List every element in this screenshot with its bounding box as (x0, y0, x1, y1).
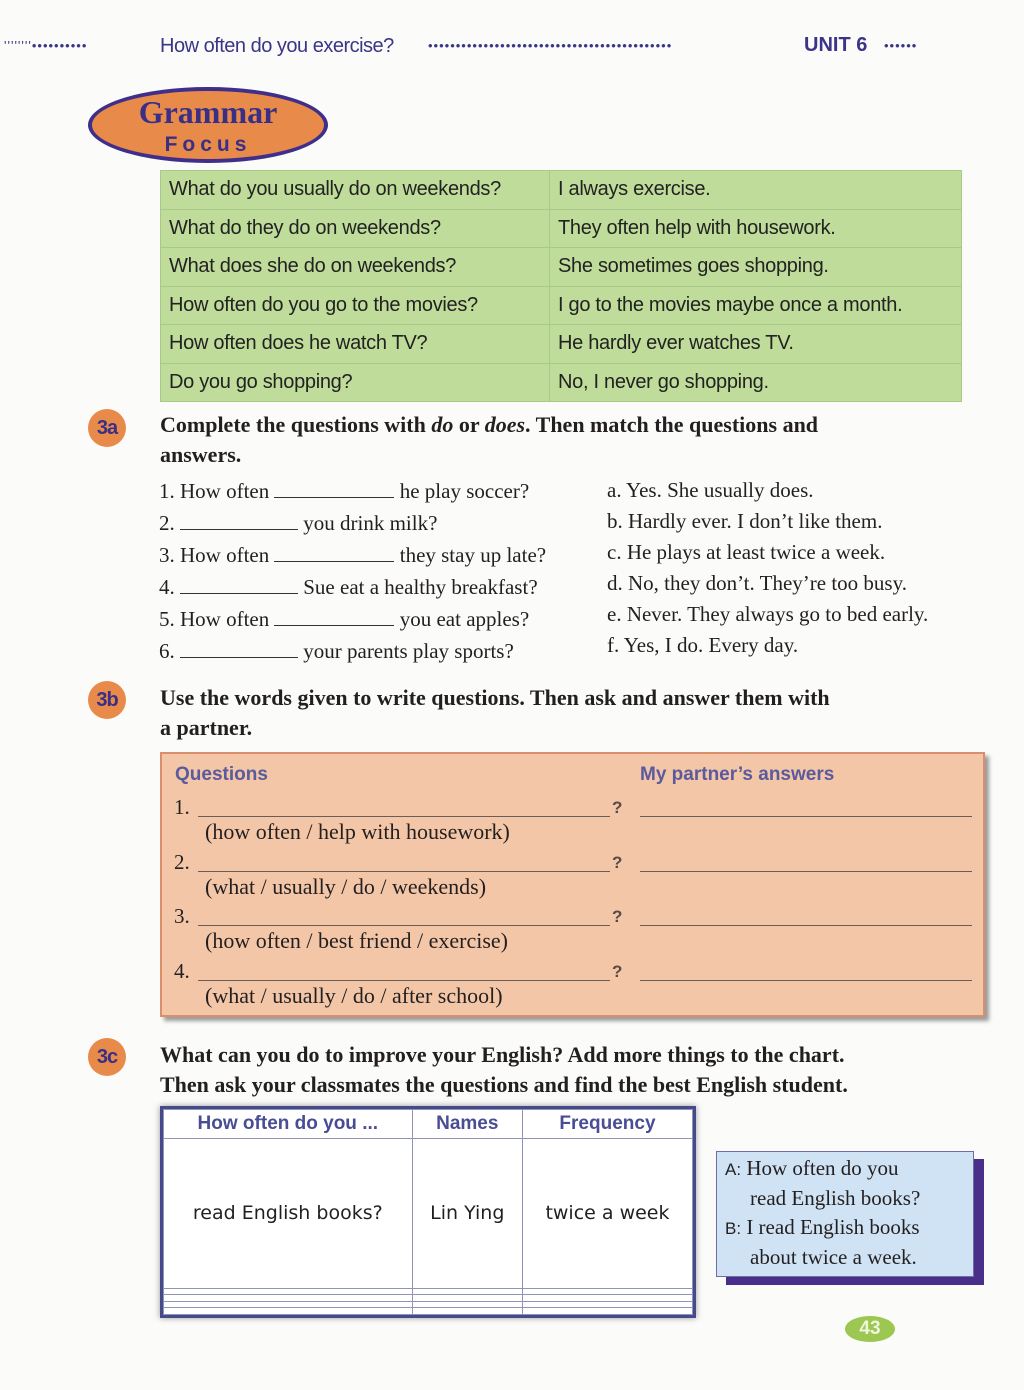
question-number: 3. (159, 543, 175, 567)
answer-blank[interactable] (274, 475, 394, 498)
instr-text: . Then match the questions and (525, 412, 819, 437)
instr-text: a partner. (160, 715, 253, 740)
partner-answer-line[interactable] (640, 980, 972, 981)
grammar-row (161, 209, 962, 248)
question-mark: ? (612, 961, 623, 981)
question-suffix: you drink milk? (303, 511, 438, 535)
example-dialog (716, 1151, 974, 1277)
grammar-label: Grammar (138, 94, 278, 130)
item-number: 2. (174, 849, 190, 874)
question-item (159, 603, 599, 635)
exercise-badge-3a: 3a (88, 409, 126, 447)
question-number: 6. (159, 639, 175, 663)
grammar-answer: They often help with housework. (550, 209, 962, 248)
instructions-3b (160, 683, 830, 743)
question-worksheet (160, 752, 985, 1017)
question-suffix: Sue eat a healthy breakfast? (303, 575, 538, 599)
answer-blank[interactable] (180, 571, 298, 594)
word-hint: (what / usually / do / after school) (205, 982, 503, 1008)
dialog-line: I read English books (746, 1215, 920, 1239)
grammar-table (160, 170, 962, 402)
grammar-answer: I go to the movies maybe once a month. (550, 286, 962, 325)
answer-blank[interactable] (274, 603, 394, 626)
word-hint: (how often / help with housework) (205, 819, 510, 844)
question-number: 2. (159, 511, 175, 535)
grammar-question: What does she do on weekends? (161, 248, 550, 287)
instructions-3c (160, 1040, 848, 1100)
question-number: 1. (159, 479, 175, 503)
instr-does: does (484, 412, 526, 437)
dialog-line: How often do you (746, 1156, 899, 1180)
questions-3a (159, 475, 599, 667)
focus-label: Focus (164, 133, 252, 156)
partner-answer-line[interactable] (640, 816, 972, 817)
grammar-question: What do they do on weekends? (161, 209, 550, 248)
survey-chart (160, 1106, 696, 1318)
dialog-line: read English books? (750, 1186, 921, 1210)
grammar-row (161, 363, 962, 402)
chart-cell: twice a week (522, 1139, 692, 1289)
grammar-answer: She sometimes goes shopping. (550, 248, 962, 287)
partner-answers-header: My partner’s answers (640, 764, 835, 785)
chart-header: Names (412, 1110, 522, 1139)
word-hint: (what / usually / do / weekends) (205, 873, 487, 899)
grammar-question: How often does he watch TV? (161, 325, 550, 364)
speaker-b: B: (725, 1219, 742, 1238)
grammar-answer: He hardly ever watches TV. (550, 325, 962, 364)
partner-answer-line[interactable] (640, 925, 972, 926)
grammar-focus-badge (88, 87, 328, 163)
answer-option: d. No, they don’t. They’re too busy. (607, 571, 907, 595)
question-item (159, 475, 599, 507)
chart-header: How often do you ... (164, 1110, 413, 1139)
answer-option: c. He plays at least twice a week. (607, 540, 886, 564)
item-number: 3. (174, 904, 190, 928)
chart-header: Frequency (522, 1110, 692, 1139)
exercise-badge-3b: 3b (88, 681, 126, 719)
grammar-question: How often do you go to the movies? (161, 286, 550, 325)
answer-option: e. Never. They always go to bed early. (607, 602, 929, 626)
grammar-question: Do you go shopping? (161, 363, 550, 402)
instr-text: or (453, 412, 485, 437)
question-suffix: you eat apples? (399, 607, 530, 631)
answer-option: f. Yes, I do. Every day. (607, 633, 799, 657)
question-item (159, 571, 599, 603)
dialog-line: about twice a week. (750, 1245, 917, 1269)
answers-3a (607, 475, 997, 661)
question-suffix: he play soccer? (399, 479, 530, 503)
question-item (159, 539, 599, 571)
question-item (159, 507, 599, 539)
instr-text: Complete the questions with (160, 412, 432, 437)
item-number: 1. (174, 795, 190, 819)
grammar-answer: No, I never go shopping. (550, 363, 962, 402)
grammar-row (161, 248, 962, 287)
dotted-leader: •••••••••••••••••••••••••••••••••••••••••••• (428, 38, 673, 53)
instr-text: answers. (160, 442, 242, 467)
speaker-a: A: (725, 1160, 742, 1179)
chart-cell[interactable] (522, 1308, 692, 1315)
page-header (0, 30, 1024, 64)
exercise-badge-3c: 3c (88, 1038, 126, 1076)
question-item (159, 635, 599, 667)
question-prefix: How often (180, 607, 270, 631)
chart-row (164, 1308, 693, 1315)
question-prefix: How often (180, 543, 270, 567)
instr-text: Then ask your classmates the questions and find the best English student. (160, 1072, 848, 1097)
question-number: 4. (159, 575, 175, 599)
questions-header: Questions (175, 764, 268, 785)
question-mark: ? (612, 907, 623, 926)
item-number: 4. (174, 958, 190, 983)
chart-cell[interactable] (164, 1308, 413, 1315)
answer-blank[interactable] (180, 507, 298, 530)
question-number: 5. (159, 607, 175, 631)
dotted-leader: ''''''''•••••••••• (4, 38, 88, 53)
page-number: 43 (845, 1316, 895, 1342)
grammar-question: What do you usually do on weekends? (161, 171, 550, 210)
answer-option: a. Yes. She usually does. (607, 478, 814, 502)
grammar-answer: I always exercise. (550, 171, 962, 210)
grammar-row (161, 325, 962, 364)
instructions-3a (160, 410, 818, 470)
grammar-row (161, 171, 962, 210)
word-hint: (how often / best friend / exercise) (205, 928, 508, 953)
grammar-row (161, 286, 962, 325)
question-suffix: your parents play sports? (303, 639, 514, 663)
instr-text: What can you do to improve your English? Add more things to the chart. (160, 1042, 845, 1067)
question-suffix: they stay up late? (399, 543, 547, 567)
question-mark: ? (612, 852, 623, 872)
chart-cell: Lin Ying (412, 1139, 522, 1289)
chart-cell[interactable] (412, 1308, 522, 1315)
unit-label: UNIT 6 (804, 34, 868, 56)
lesson-title: How often do you exercise? (160, 35, 394, 57)
instr-text: Use the words given to write questions. Then ask and answer them with (160, 685, 830, 710)
answer-blank[interactable] (180, 635, 298, 658)
answer-blank[interactable] (274, 539, 394, 562)
answer-option: b. Hardly ever. I don’t like them. (607, 509, 883, 533)
instr-do: do (431, 412, 454, 437)
chart-cell: read English books? (164, 1139, 413, 1289)
chart-row (164, 1139, 693, 1289)
dotted-leader: •••••• (884, 38, 918, 53)
partner-answer-line[interactable] (640, 871, 972, 872)
question-mark: ? (612, 798, 623, 817)
question-prefix: How often (180, 479, 270, 503)
